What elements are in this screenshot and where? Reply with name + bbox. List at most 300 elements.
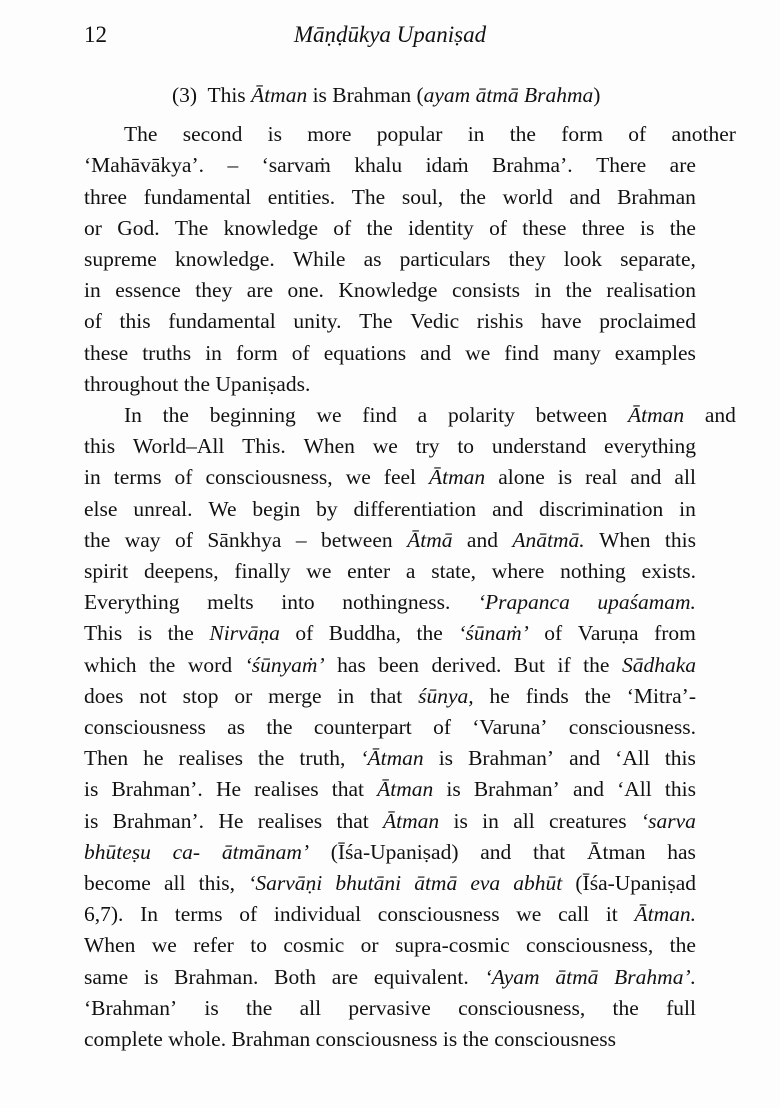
mahavakya-heading-line xyxy=(84,80,780,111)
text-word: Brahman. xyxy=(174,964,259,989)
text-word: The xyxy=(174,215,209,240)
text-word: and xyxy=(480,839,512,864)
paragraph-2 xyxy=(84,400,736,1055)
sanskrit-term: ātmā xyxy=(414,871,458,896)
text-word: rishis xyxy=(476,309,524,334)
text-word: to xyxy=(457,434,475,459)
text-word: The xyxy=(351,184,386,209)
sanskrit-term: śūnya, xyxy=(418,683,474,708)
text-word: a xyxy=(405,559,416,584)
text-word: enter xyxy=(347,559,391,584)
text-word: it xyxy=(605,902,618,927)
text-line xyxy=(84,1024,696,1055)
text-word: and xyxy=(420,340,452,365)
text-word: Everything xyxy=(84,590,180,615)
text-word: knowledge. xyxy=(175,247,275,272)
text-word: and xyxy=(466,527,498,552)
text-word: complete whole. Brahman consciousness is the consciousness xyxy=(84,1027,617,1052)
body-text-column xyxy=(84,80,736,1055)
text-word: Knowledge xyxy=(338,278,438,303)
text-word: World–All xyxy=(132,434,225,459)
text-line xyxy=(84,681,696,712)
text-word: stop xyxy=(182,683,219,708)
text-word: has xyxy=(667,839,696,864)
text-word: of xyxy=(628,122,647,147)
text-word: understand xyxy=(491,434,587,459)
text-line xyxy=(84,182,696,213)
text-word: of xyxy=(84,309,102,334)
text-word: Brahma’. xyxy=(492,153,573,178)
text-word: Brahman’. xyxy=(112,808,204,833)
heading-text-3: ) xyxy=(593,83,601,107)
text-word: and xyxy=(569,184,601,209)
text-word: real xyxy=(585,465,618,490)
text-line xyxy=(84,930,696,961)
text-word: are xyxy=(669,153,696,178)
text-word: beginning xyxy=(209,403,296,428)
text-word: of xyxy=(433,715,451,740)
text-word: idaṁ xyxy=(425,153,469,178)
text-word: supra-cosmic xyxy=(395,933,510,958)
sanskrit-term: Ātman xyxy=(383,808,440,833)
text-word: call xyxy=(558,902,590,927)
text-word: the xyxy=(84,527,111,552)
text-word: full xyxy=(666,995,696,1020)
text-word: that xyxy=(370,683,403,708)
text-word: the xyxy=(246,995,273,1020)
text-word: find xyxy=(504,340,539,365)
text-word: look xyxy=(563,247,602,272)
text-word: truths xyxy=(142,340,192,365)
text-word: the xyxy=(167,621,194,646)
text-word: Then xyxy=(84,746,129,771)
text-line xyxy=(84,806,696,837)
text-word: terms xyxy=(113,465,162,490)
text-line xyxy=(84,993,696,1024)
text-word: spirit xyxy=(84,559,129,584)
page-number: 12 xyxy=(84,22,107,47)
text-word: Brahman xyxy=(617,184,696,209)
paragraph-1 xyxy=(84,119,736,400)
text-word: ‘Brahman’ xyxy=(84,995,178,1020)
text-word: Both xyxy=(274,964,316,989)
text-word: in xyxy=(205,340,222,365)
text-word: has xyxy=(337,652,366,677)
text-word: they xyxy=(508,247,546,272)
text-word: While xyxy=(292,247,346,272)
sanskrit-term: ‘Ātman xyxy=(360,746,424,771)
text-word: try xyxy=(415,434,440,459)
text-word: of xyxy=(295,621,314,646)
text-word: finds xyxy=(525,683,569,708)
text-word: that xyxy=(533,839,566,864)
sanskrit-term: Nirvāṇa xyxy=(209,621,280,646)
text-word: as xyxy=(227,715,246,740)
sanskrit-term: upaśamam. xyxy=(597,590,696,615)
text-word: we xyxy=(306,559,332,584)
text-word: popular xyxy=(376,122,443,147)
text-word: is xyxy=(84,808,99,833)
text-word: When xyxy=(84,933,136,958)
text-word: essence xyxy=(115,278,181,303)
text-word: in xyxy=(534,278,552,303)
text-word: entities. xyxy=(267,184,336,209)
text-word: they xyxy=(195,278,233,303)
text-word: Sānkhya xyxy=(207,527,282,552)
text-line xyxy=(84,618,696,649)
text-word: ‘All xyxy=(617,777,652,802)
text-line xyxy=(84,275,696,306)
text-word: find xyxy=(362,403,397,428)
text-word: the xyxy=(258,746,285,771)
sanskrit-term: ‘Sarvāṇi xyxy=(248,871,323,896)
text-word: When xyxy=(599,527,651,552)
text-word: fundamental xyxy=(168,309,276,334)
text-line xyxy=(84,587,696,618)
text-word: unity. xyxy=(293,309,342,334)
text-word: separate, xyxy=(620,247,696,272)
text-word: and xyxy=(630,465,662,490)
text-word: all xyxy=(299,995,322,1020)
text-word: else xyxy=(84,496,118,521)
sanskrit-term: ‘śūnyaṁ’ xyxy=(244,652,325,677)
heading-sanskrit-atman: Ātman xyxy=(251,83,308,107)
text-word: between xyxy=(321,527,393,552)
text-word: this xyxy=(664,777,696,802)
text-word: is xyxy=(453,808,468,833)
text-word: form xyxy=(561,122,604,147)
text-word: The xyxy=(124,122,158,147)
text-word: merge xyxy=(268,683,322,708)
text-word: in xyxy=(482,808,499,833)
text-word: khalu xyxy=(354,153,403,178)
text-word: in xyxy=(467,122,485,147)
text-word: of xyxy=(239,902,258,927)
text-word: of xyxy=(291,340,310,365)
text-line xyxy=(84,244,696,275)
text-line xyxy=(84,837,696,868)
text-word: ‘Mahāvākya’. xyxy=(84,153,204,178)
text-word: the xyxy=(149,652,176,677)
text-word: not xyxy=(139,683,167,708)
text-word: Brahman’. xyxy=(111,777,203,802)
text-word: consciousness xyxy=(84,715,206,740)
text-word: world xyxy=(502,184,553,209)
text-word: exists. xyxy=(641,559,696,584)
text-word: the xyxy=(583,652,610,677)
text-word: the xyxy=(612,995,639,1020)
text-word: of xyxy=(544,621,563,646)
text-line: throughout the Upaniṣads. xyxy=(84,371,311,396)
text-word: three xyxy=(84,184,127,209)
text-word: is xyxy=(204,995,219,1020)
text-line xyxy=(84,774,696,805)
text-word: and xyxy=(572,777,604,802)
text-word: consciousness. xyxy=(568,715,696,740)
text-line xyxy=(84,556,696,587)
text-word: is xyxy=(84,777,99,802)
text-word: is xyxy=(267,122,283,147)
text-word: we xyxy=(465,340,491,365)
text-word: nothing xyxy=(560,559,626,584)
text-word: In xyxy=(124,403,142,428)
text-word: begin xyxy=(252,496,301,521)
text-word: or xyxy=(234,683,253,708)
text-word: truth, xyxy=(299,746,346,771)
text-line xyxy=(84,338,696,369)
text-word: – xyxy=(227,153,239,178)
text-word: 6,7). xyxy=(84,902,124,927)
text-word: particulars xyxy=(399,247,491,272)
text-word: (Īśa-Upaniṣad) xyxy=(330,839,459,864)
text-word: by xyxy=(316,496,338,521)
text-word: the xyxy=(669,215,696,240)
text-word: soul, xyxy=(401,184,444,209)
text-word: melts xyxy=(207,590,254,615)
text-word: which xyxy=(84,652,137,677)
text-word: realises xyxy=(178,746,244,771)
text-line xyxy=(84,868,696,899)
text-word: between xyxy=(535,403,608,428)
text-word: pervasive xyxy=(348,995,431,1020)
text-word: Vedic xyxy=(410,309,460,334)
text-word: knowledge xyxy=(223,215,318,240)
text-line xyxy=(84,400,736,431)
text-word: a xyxy=(417,403,428,428)
text-word: from xyxy=(654,621,696,646)
text-word: cosmic xyxy=(283,933,345,958)
text-word: finally xyxy=(234,559,291,584)
text-word: way xyxy=(124,527,161,552)
text-word: as xyxy=(363,247,382,272)
text-word: He xyxy=(218,808,244,833)
text-line xyxy=(84,525,696,556)
text-word: creatures xyxy=(549,808,627,833)
sanskrit-term: Ātman xyxy=(429,465,486,490)
text-word: ‘Varuna’ xyxy=(472,715,548,740)
text-word: Brahman’ xyxy=(473,777,560,802)
text-word: does xyxy=(84,683,124,708)
text-word: realisation xyxy=(606,278,696,303)
text-word: of xyxy=(489,215,507,240)
text-word: examples xyxy=(614,340,696,365)
text-word: word xyxy=(187,652,233,677)
text-word: is xyxy=(446,777,461,802)
sanskrit-term: Ātman. xyxy=(634,902,696,927)
text-word: There xyxy=(596,153,647,178)
text-word: Brahman’ xyxy=(468,746,555,771)
sanskrit-term: Ātmā xyxy=(407,527,453,552)
text-word: these xyxy=(84,340,129,365)
text-word: alone xyxy=(498,465,545,490)
sanskrit-term: ‘Ayam xyxy=(484,964,540,989)
text-word: this xyxy=(664,746,696,771)
text-word: second xyxy=(182,122,243,147)
text-word: proclaimed xyxy=(599,309,696,334)
text-word: we xyxy=(316,403,342,428)
text-word: the xyxy=(669,933,696,958)
sanskrit-term: Ātman xyxy=(377,777,434,802)
sanskrit-term: Brahma’. xyxy=(614,964,696,989)
text-word: individual xyxy=(273,902,362,927)
text-word: in xyxy=(84,465,101,490)
text-word: consciousness, xyxy=(205,465,333,490)
text-word: is xyxy=(144,964,159,989)
text-word: or xyxy=(360,933,379,958)
text-word: Buddha, xyxy=(328,621,402,646)
sanskrit-term: ātmānam’ xyxy=(221,839,309,864)
text-word: equivalent. xyxy=(373,964,469,989)
text-line xyxy=(84,650,696,681)
text-word: he xyxy=(489,683,510,708)
heading-number: (3) xyxy=(172,83,198,107)
text-word: consciousness, xyxy=(458,995,586,1020)
text-word: the xyxy=(509,122,536,147)
text-word: if xyxy=(557,652,571,677)
text-line xyxy=(84,119,736,150)
running-head xyxy=(84,18,696,52)
text-word: We xyxy=(208,496,237,521)
text-word: of xyxy=(174,527,193,552)
text-word: and xyxy=(492,496,524,521)
text-word: all xyxy=(674,465,696,490)
text-word: But xyxy=(513,652,545,677)
text-word: is xyxy=(640,215,655,240)
text-word: fundamental xyxy=(143,184,252,209)
sanskrit-term: ‘śūnaṁ’ xyxy=(458,621,529,646)
sanskrit-term: ātmā xyxy=(555,964,599,989)
text-word: everything xyxy=(604,434,696,459)
sanskrit-term: bhutāni xyxy=(335,871,402,896)
text-word: polarity xyxy=(447,403,515,428)
text-word: this xyxy=(664,527,696,552)
text-word: Varuṇa xyxy=(577,621,639,646)
text-word: form xyxy=(235,340,278,365)
text-word: equations xyxy=(323,340,407,365)
text-line xyxy=(84,712,696,743)
sanskrit-term: Ātman xyxy=(627,403,685,428)
sanskrit-term: ‘sarva xyxy=(640,808,696,833)
text-word: and xyxy=(704,403,736,428)
text-line xyxy=(84,899,696,930)
sanskrit-term: ‘Prapanca xyxy=(477,590,570,615)
text-word: When xyxy=(303,434,355,459)
text-word: in xyxy=(679,496,696,521)
text-word: ‘sarvaṁ xyxy=(261,153,331,178)
text-line xyxy=(84,494,696,525)
sanskrit-term: abhūt xyxy=(513,871,563,896)
text-word: are xyxy=(331,964,359,989)
text-word: terms xyxy=(174,902,223,927)
text-word: he xyxy=(143,746,164,771)
text-word: feel xyxy=(383,465,417,490)
text-line xyxy=(84,150,696,181)
text-word: (Īśa-Upaniṣad xyxy=(575,871,696,896)
text-word: been xyxy=(378,652,419,677)
text-word: the xyxy=(266,715,293,740)
text-word: another xyxy=(671,122,736,147)
text-line xyxy=(84,306,696,337)
text-word: This. xyxy=(242,434,286,459)
text-word: consists xyxy=(451,278,521,303)
text-word: ‘All xyxy=(615,746,650,771)
text-word: and xyxy=(569,746,601,771)
text-word: into xyxy=(281,590,315,615)
sanskrit-term: Sādhaka xyxy=(621,652,696,677)
heading-text-1: This xyxy=(207,83,252,107)
text-word: that xyxy=(331,777,364,802)
text-word: is xyxy=(438,746,454,771)
text-line xyxy=(84,213,696,244)
running-title: Māṇḍūkya Upaniṣad xyxy=(293,22,487,47)
text-word: consciousness, xyxy=(526,933,654,958)
sanskrit-term: eva xyxy=(470,871,501,896)
text-word: of xyxy=(174,465,193,490)
text-line xyxy=(84,743,696,774)
text-word: the xyxy=(416,621,443,646)
text-word: in xyxy=(84,278,101,303)
text-word: In xyxy=(140,902,159,927)
text-word: are xyxy=(246,278,274,303)
text-word: The xyxy=(359,309,393,334)
text-word: we xyxy=(372,434,398,459)
text-word: we xyxy=(151,933,177,958)
heading-sanskrit-mahavakya: ayam ātmā Brahma xyxy=(423,83,594,107)
text-word: the xyxy=(459,184,486,209)
text-word: the xyxy=(366,215,393,240)
text-word: ‘Mitra’- xyxy=(626,683,696,708)
sanskrit-term: bhūteṣu xyxy=(84,839,151,864)
text-word: identity xyxy=(408,215,474,240)
text-word: this xyxy=(119,309,151,334)
text-word: nothingness. xyxy=(342,590,451,615)
text-word: supreme xyxy=(84,247,157,272)
text-word: to xyxy=(250,933,267,958)
text-word: refer xyxy=(193,933,234,958)
text-word: the xyxy=(162,403,189,428)
text-word: all xyxy=(163,871,186,896)
text-word: three xyxy=(581,215,625,240)
text-word: is xyxy=(137,621,153,646)
text-word: this, xyxy=(198,871,236,896)
text-word: more xyxy=(307,122,352,147)
text-word: where xyxy=(491,559,545,584)
text-word: He xyxy=(215,777,242,802)
text-word: unreal. xyxy=(133,496,193,521)
text-word: differentiation xyxy=(353,496,477,521)
text-word: This xyxy=(84,621,123,646)
text-word: Ātman xyxy=(587,839,646,864)
text-word: deepens, xyxy=(143,559,219,584)
text-word: the xyxy=(584,683,611,708)
text-word: God. xyxy=(117,215,160,240)
text-word: – xyxy=(295,527,307,552)
text-line xyxy=(84,431,696,462)
text-word: is xyxy=(557,465,573,490)
text-word: discrimination xyxy=(539,496,664,521)
text-word: that xyxy=(336,808,369,833)
heading-text-2: is Brahman ( xyxy=(307,83,424,107)
text-word: of xyxy=(333,215,352,240)
text-word: or xyxy=(84,215,102,240)
text-word: in xyxy=(337,683,355,708)
text-word: these xyxy=(522,215,567,240)
text-word: state, xyxy=(431,559,477,584)
text-word: consciousness xyxy=(377,902,500,927)
text-word: counterpart xyxy=(313,715,412,740)
text-line xyxy=(84,462,696,493)
text-word: many xyxy=(552,340,601,365)
